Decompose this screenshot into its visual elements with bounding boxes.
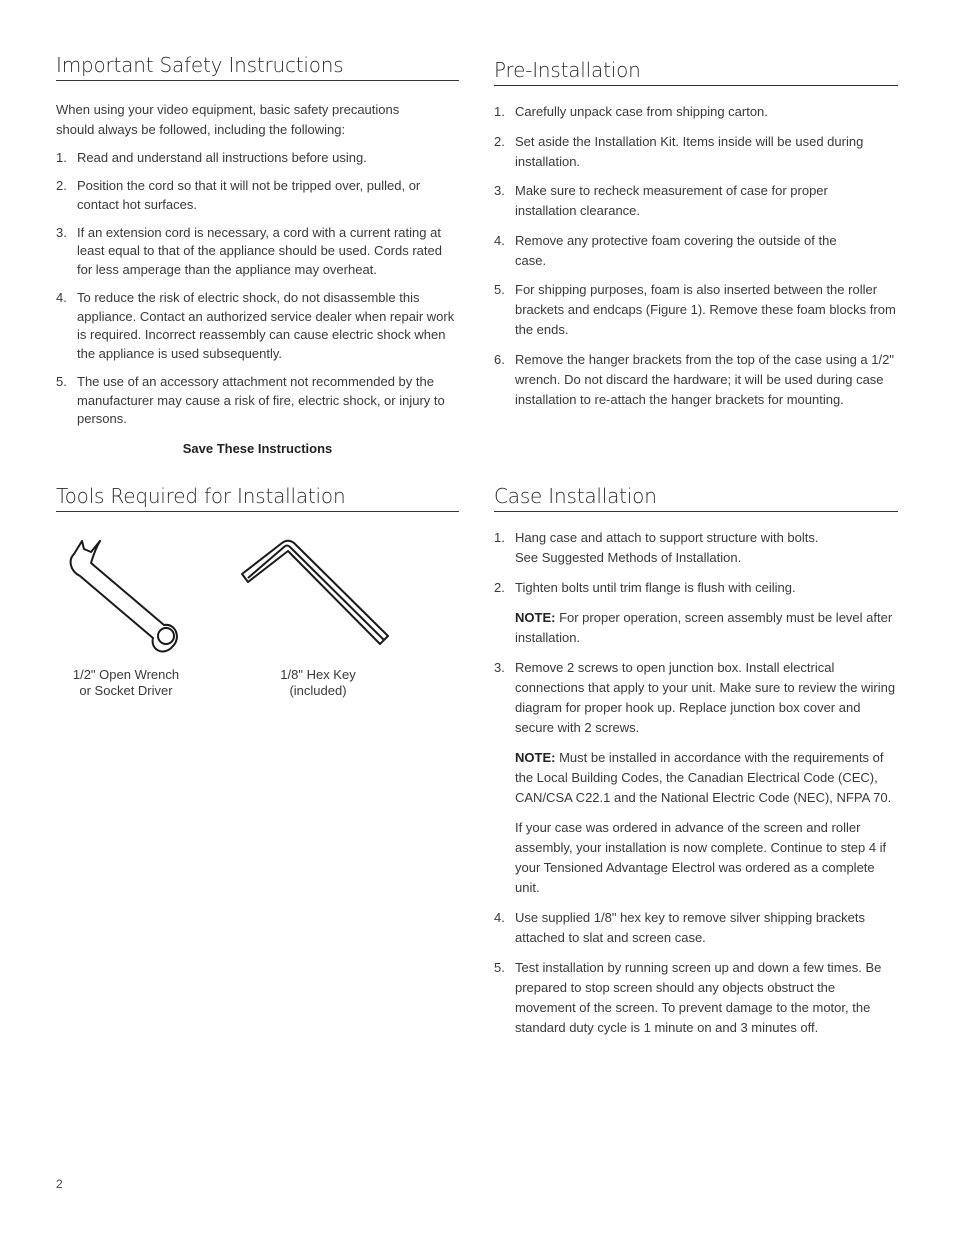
case-section (494, 484, 898, 1038)
note-codes: NOTE: Must be installed in accordance with the requirements of the Local Building Codes, the Canadian Electrical Code (CEC), CAN/CSA C22.1 and the National Electric Code (NEC), NFPA 70. (515, 750, 892, 805)
list-item: 2. Tighten bolts until trim flange is flush with ceiling. NOTE: For proper operation, screen assembly must be level after installation. (494, 578, 898, 648)
preinstall-section (494, 58, 898, 410)
list-item: 6. Remove the hanger brackets from the top of the case using a 1/2" wrench. Do not discard the hardware; it will be used during case installation to re-attach the hanger brackets for mounting. (494, 351, 894, 407)
page-number: 2 (56, 1177, 63, 1191)
hex-key-icon (238, 538, 393, 648)
preinstall-list (494, 102, 898, 410)
tools-section (56, 484, 459, 512)
tools-heading: Tools Required for Installation (56, 484, 459, 512)
list-item: 5. For shipping purposes, foam is also inserted between the roller brackets and endcaps (Figure 1). Remove these foam blocks from the ends. (494, 282, 896, 337)
list-item: 4. Remove any protective foam covering the outside of the case. (494, 232, 837, 268)
safety-intro: When using your video equipment, basic safety precautions should always be followed, including the following: (56, 102, 400, 137)
list-item: 1. Read and understand all instructions before using. (56, 150, 367, 165)
safety-list (56, 149, 459, 429)
note-proper-operation: NOTE: For proper operation, screen assembly must be level after installation. (515, 610, 893, 645)
case-list (494, 528, 898, 1038)
list-item: 4. To reduce the risk of electric shock, do not disassemble this appliance. Contact an authorized service dealer when repair work is required. Incorrect reassembly can cause electric shock when the appliance is used subsequently. (56, 290, 455, 361)
hex-key-label: 1/8" Hex Key (included) (280, 667, 356, 698)
wrench-label: 1/2" Open Wrench or Socket Driver (72, 667, 180, 698)
list-item: 4. Use supplied 1/8" hex key to remove silver shipping brackets attached to slat and screen case. (494, 910, 866, 945)
list-item: 1. Hang case and attach to support structure with bolts. See Suggested Methods of Installation. (494, 530, 819, 565)
list-item: 5. Test installation by running screen up and down a few times. Be prepared to stop screen should any objects obstruct the movement of the screen. To prevent damage to the motor, the standard duty cycle is 1 minute on and 3 minutes off. (494, 960, 882, 1035)
list-item: 2. Set aside the Installation Kit. Items inside will be used during installation. (494, 133, 864, 169)
safety-section (56, 53, 459, 429)
list-item: 5. The use of an accessory attachment not recommended by the manufacturer may cause a risk of fire, electric shock, or injury to persons. (56, 373, 445, 427)
list-item: 3. Make sure to recheck measurement of case for proper installation clearance. (494, 183, 828, 218)
save-instructions-label: Save These Instructions (182, 441, 333, 456)
wrench-icon (60, 534, 185, 654)
list-item: 3. If an extension cord is necessary, a cord with a current rating at least equal to that of the appliance should be used. Cords rated for less amperage than the appliance may overheat. (56, 224, 442, 277)
list-item: 1. Carefully unpack case from shipping carton. (494, 104, 768, 119)
list-item: 3. Remove 2 screws to open junction box. Install electrical connections that apply to your unit. Make sure to review the wiring diagram for proper hook up. Replace junction box cover and secure with 2 screws. NOTE: Must be installed in accordance with the requirements of the Local Building Codes, the Canadian Electrical Code (CEC), CAN/CSA C22.1 and the National Electric Code (NEC), NFPA 70. If your case was ordered in advance of the screen and roller assembly, your installation is now complete. Continue to step 4 if your Tensioned Advantage Electrol was ordered as a complete unit. (494, 658, 898, 898)
case-heading: Case Installation (494, 484, 898, 512)
preinstall-heading: Pre-Installation (494, 58, 898, 86)
list-item: 2. Position the cord so that it will not be tripped over, pulled, or contact hot surfaces. (56, 178, 421, 212)
safety-heading: Important Safety Instructions (56, 53, 459, 81)
